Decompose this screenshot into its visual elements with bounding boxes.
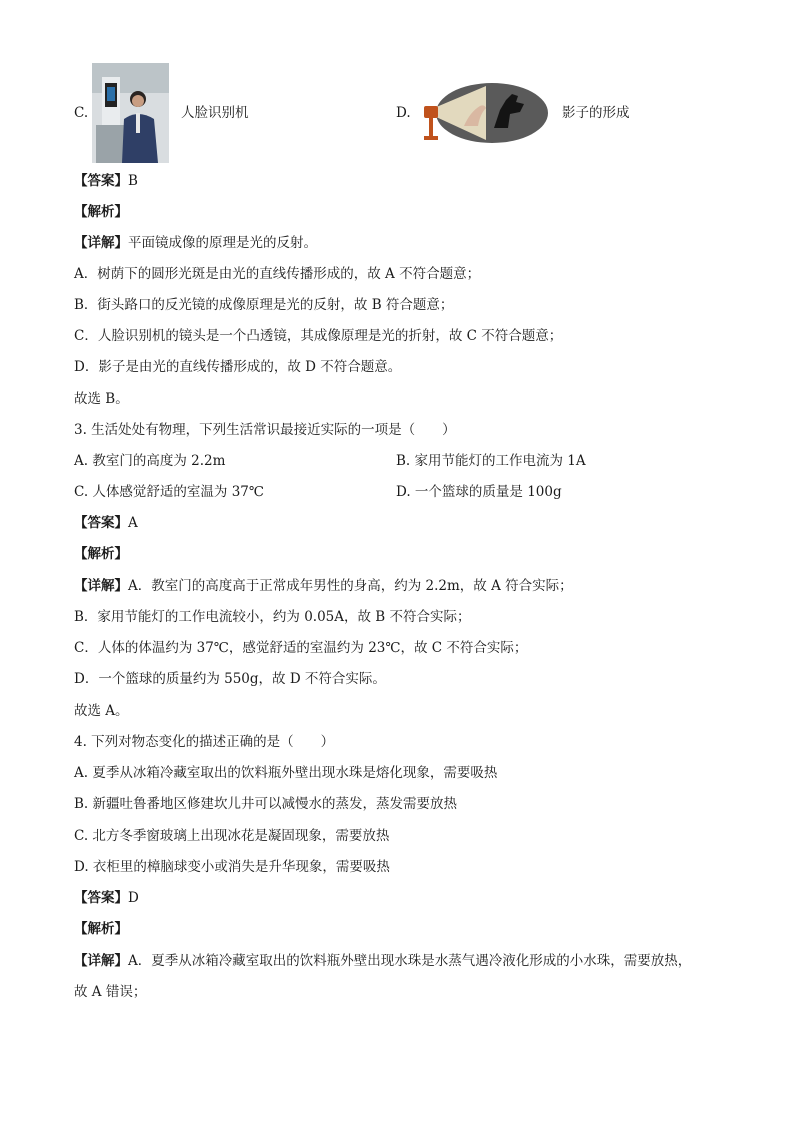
q4-option-b: B. 新疆吐鲁番地区修建坎儿井可以减慢水的蒸发，蒸发需要放热	[74, 796, 458, 812]
q3-detail-line: D．一个篮球的质量约为 550g，故 D 不符合实际。	[74, 671, 386, 687]
q2-conclusion: 故选 B。	[74, 391, 129, 407]
q4-stem: 4. 下列对物态变化的描述正确的是（ ）	[74, 734, 335, 750]
q2-detail-line: A．树荫下的圆形光斑是由光的直线传播形成的，故 A 不符合题意；	[74, 266, 481, 282]
q2-detail-line: C．人脸识别机的镜头是一个凸透镜，其成像原理是光的折射，故 C 不符合题意；	[74, 328, 563, 344]
q3-option-a: A. 教室门的高度为 2.2m	[74, 453, 226, 469]
q3-analysis-tag: 【解析】	[74, 546, 128, 562]
face-recognition-machine-image	[92, 63, 169, 163]
q2-detail-line: B．街头路口的反光镜的成像原理是光的反射，故 B 符合题意；	[74, 297, 454, 313]
q2-answer: 【答案】B	[74, 173, 138, 189]
q4-analysis-tag: 【解析】	[74, 921, 128, 937]
q4-option-d: D. 衣柜里的樟脑球变小或消失是升华现象，需要吸热	[74, 859, 390, 875]
option-c-text: 人脸识别机	[181, 105, 249, 121]
q4-detail-line: 故 A 错误；	[74, 984, 147, 1000]
q4-answer: 【答案】D	[74, 890, 139, 906]
q3-detail-line: B．家用节能灯的工作电流较小，约为 0.05A，故 B 不符合实际；	[74, 609, 471, 625]
q3-answer: 【答案】A	[74, 515, 138, 531]
q3-conclusion: 故选 A。	[74, 703, 129, 719]
option-d-label: D.	[396, 105, 411, 121]
q3-option-d: D. 一个篮球的质量是 100g	[396, 484, 562, 500]
option-d-text: 影子的形成	[562, 105, 630, 121]
q4-option-a: A. 夏季从冰箱冷藏室取出的饮料瓶外壁出现水珠是熔化现象，需要吸热	[74, 765, 498, 781]
q2-analysis-tag: 【解析】	[74, 204, 128, 220]
q2-detail-line: 【详解】平面镜成像的原理是光的反射。	[74, 235, 317, 251]
q3-option-b: B. 家用节能灯的工作电流为 1A	[396, 453, 586, 469]
option-c-label: C.	[74, 105, 89, 121]
q3-option-c: C. 人体感觉舒适的室温为 37℃	[74, 484, 265, 500]
q3-detail-line: C．人体的体温约为 37℃，感觉舒适的室温约为 23℃，故 C 不符合实际；	[74, 640, 528, 656]
q2-detail-line: D．影子是由光的直线传播形成的，故 D 不符合题意。	[74, 359, 402, 375]
q4-detail-line: 【详解】A．夏季从冰箱冷藏室取出的饮料瓶外壁出现水珠是水蒸气遇冷液化形成的小水珠，需要放热，	[74, 953, 692, 969]
shadow-formation-image	[420, 82, 548, 144]
q3-stem: 3. 生活处处有物理，下列生活常识最接近实际的一项是（ ）	[74, 422, 456, 438]
q3-detail-line: 【详解】A．教室门的高度高于正常成年男性的身高，约为 2.2m，故 A 符合实际；	[74, 578, 573, 594]
q4-option-c: C. 北方冬季窗玻璃上出现冰花是凝固现象，需要放热	[74, 828, 390, 844]
